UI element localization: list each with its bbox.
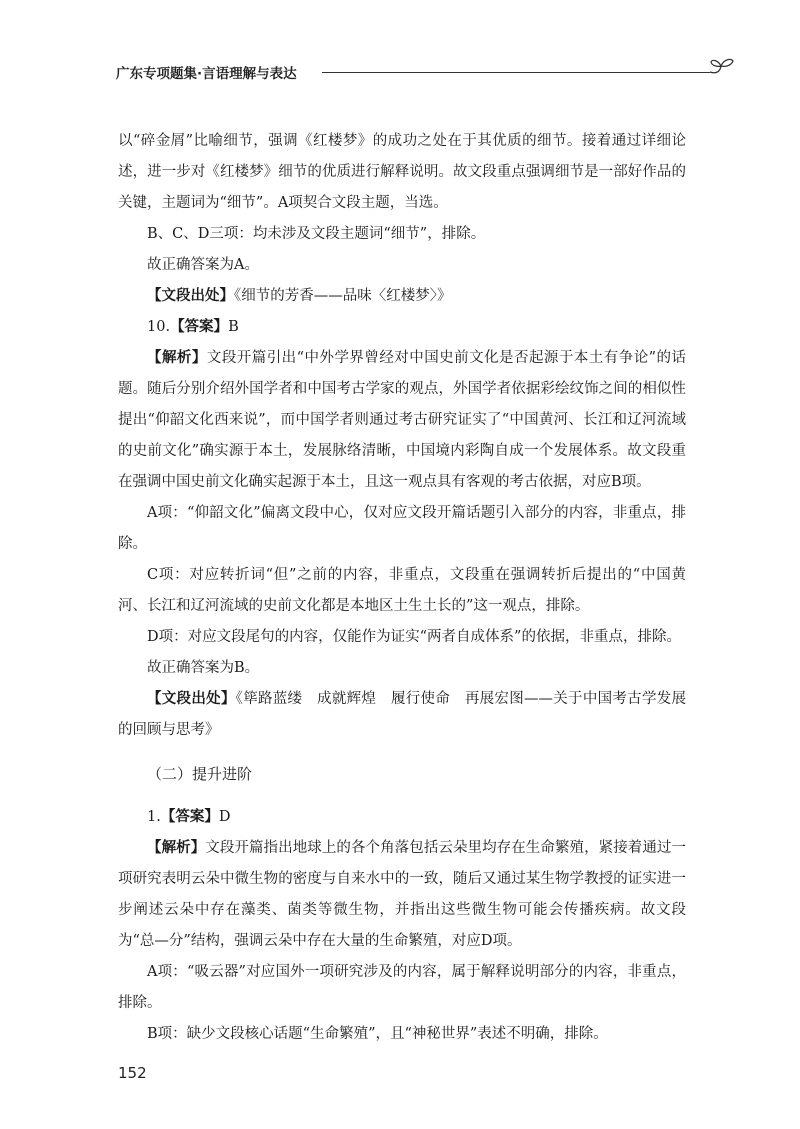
answer-label: 【答案】 [160, 809, 219, 825]
source-label: 【文段出处】 [147, 288, 234, 304]
analysis-text: 文段开篇指出地球上的各个角落包括云朵里均存在生命繁殖，紧接着通过一项研究表明云朵中微生物的密度与自来水中的一致，随后又通过某生物学教授的证实进一步阐述云朵中存在藻类、菌类等微生物，并指出这些微生物可能会传播疾病。故文段为“总—分”结构，强调云朵中存在大量的生命繁殖，对应D项。 [118, 840, 687, 949]
q10-analysis [118, 343, 686, 498]
section-heading: （二）提升进阶 [147, 765, 253, 783]
q10-option-d: D项：对应文段尾句的内容，仅能作为证实“两者自成体系”的依据，非重点，排除。 [147, 629, 681, 645]
header-rule [322, 72, 710, 73]
analysis-label: 【解析】 [147, 350, 207, 366]
sprout-icon [706, 50, 736, 80]
q10-correct-answer: 故正确答案为B。 [147, 660, 260, 676]
s2-q1-option-b: B项：缺少文段核心话题“生命繁殖”，且“神秘世界”表述不明确，排除。 [147, 1026, 608, 1042]
q10-option-a: A项：“仰韶文化”偏离文段中心，仅对应文段开篇话题引入部分的内容，非重点，排除。 [118, 505, 686, 552]
q10-option-c: C项：对应转折词“但”之前的内容，非重点，文段重在强调转折后提出的“中国黄河、长江和辽河流域的史前文化都是本地区土生土长的”这一观点，排除。 [118, 567, 686, 614]
q10-answer-line [118, 312, 686, 343]
q9-correct-answer: 故正确答案为A。 [147, 257, 259, 273]
page-body [118, 126, 686, 1050]
s2-q1-answer-line [118, 802, 686, 833]
answer-value: B [228, 319, 239, 335]
page-number: 152 [118, 1064, 147, 1082]
q9-analysis-continued: 以“碎金屑”比喻细节，强调《红楼梦》的成功之处在于其优质的细节。接着通过详细论述，进一步对《红楼梦》细节的优质进行解释说明。故文段重点强调细节是一部好作品的关键，主题词为“细节”。A项契合文段主题，当选。 [118, 133, 686, 211]
analysis-label: 【解析】 [147, 840, 206, 856]
q9-source [118, 281, 686, 312]
running-header [116, 58, 726, 86]
question-number: 1. [147, 809, 161, 825]
question-number: 10. [147, 319, 171, 335]
answer-value: D [218, 809, 231, 825]
q9-option-bcd: B、C、D三项：均未涉及文段主题词“细节”，排除。 [147, 226, 486, 242]
header-title: 广东专项题集·言语理解与表达 [116, 66, 297, 82]
analysis-text: 文段开篇引出“中外学界曾经对中国史前文化是否起源于本土有争论”的话题。随后分别介绍外国学者和中国考古学家的观点，外国学者依据彩绘纹饰之间的相似性提出“仰韶文化西来说”，而中国学者则通过考古研究证实了“中国黄河、长江和辽河流域的史前文化”确实源于本土，发展脉络清晰，中国境内彩陶自成一个发展体系。故文段重在强调中国史前文化确实起源于本土，且这一观点具有客观的考古依据，对应B项。 [118, 350, 687, 490]
q10-source [118, 684, 686, 746]
source-text: 《细节的芳香——品味〈红楼梦〉》 [234, 288, 452, 304]
answer-label: 【答案】 [170, 319, 229, 335]
s2-q1-option-a: A项：“吸云器”对应国外一项研究涉及的内容，属于解释说明部分的内容，非重点，排除。 [118, 964, 686, 1011]
source-label: 【文段出处】 [147, 691, 236, 707]
source-text: 《筚路蓝缕 成就辉煌 履行使命 再展宏图——关于中国考古学发展的回顾与思考》 [118, 691, 686, 738]
s2-q1-analysis [118, 833, 686, 957]
